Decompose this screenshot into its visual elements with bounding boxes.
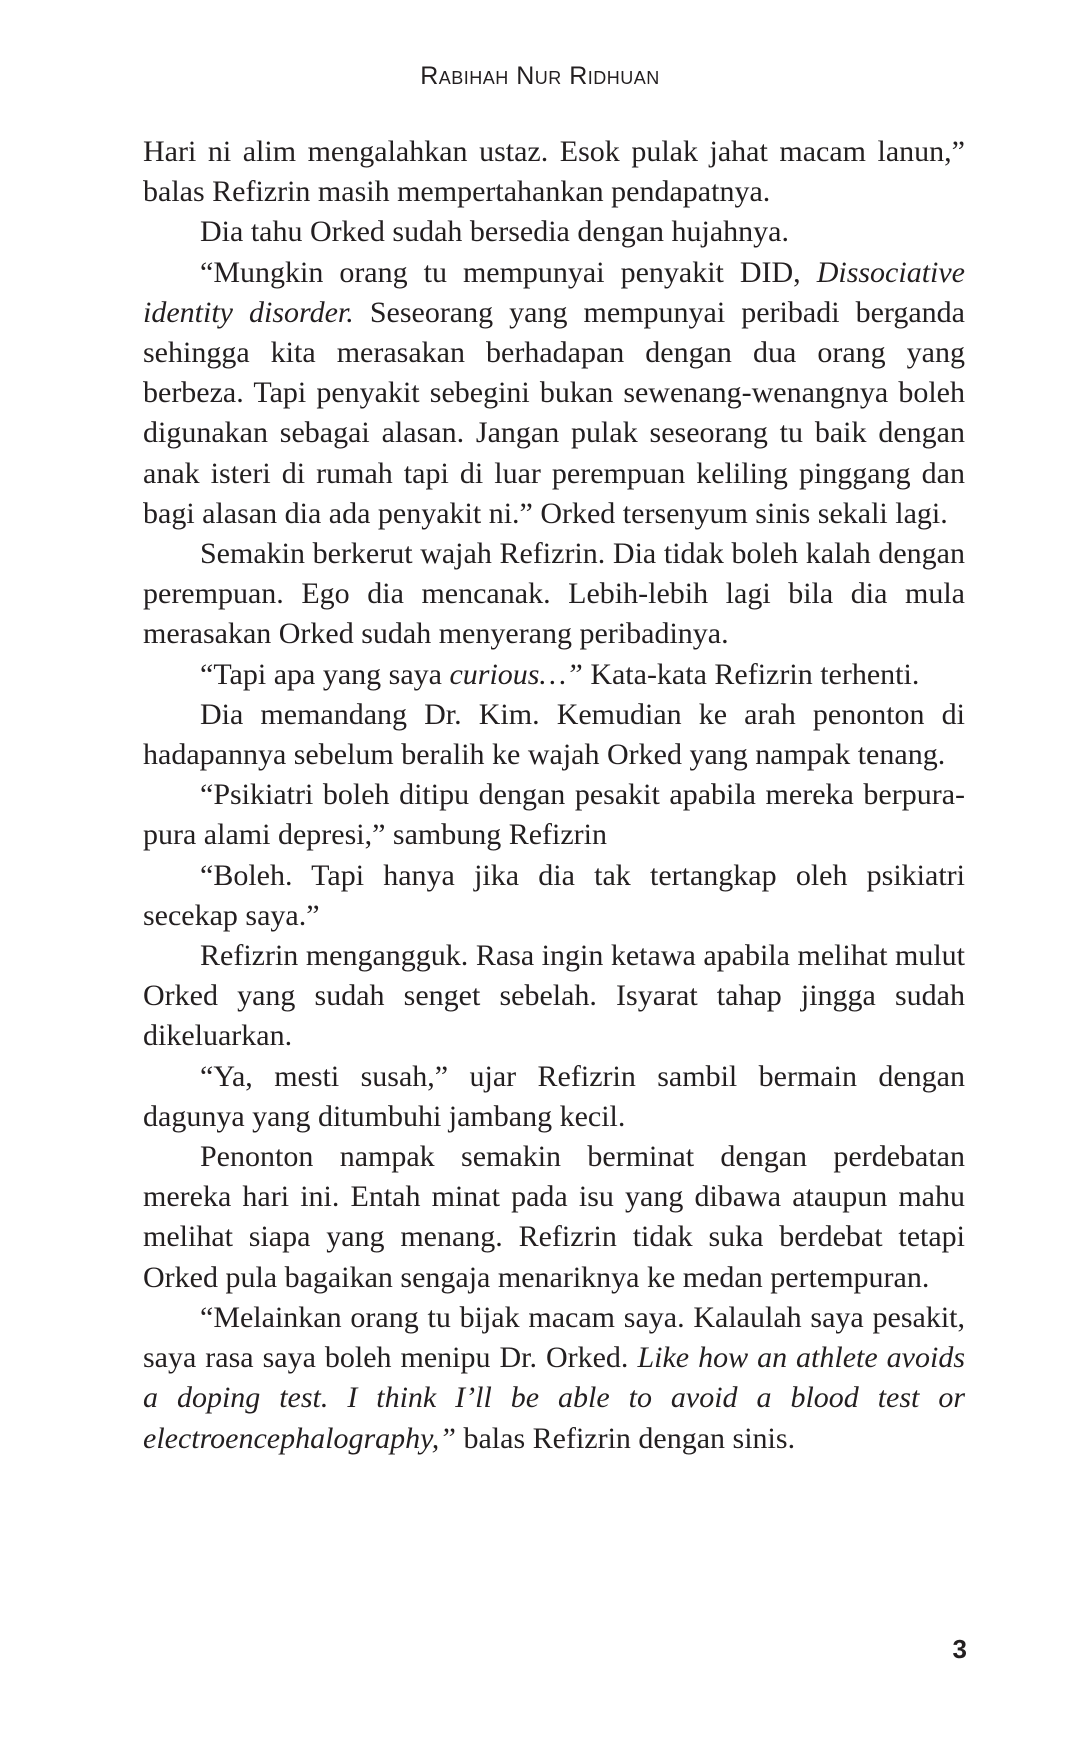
text-run: “Mungkin orang tu mempunyai penyakit DID,	[200, 255, 817, 289]
body-paragraph	[143, 936, 965, 1057]
text-run: balas Refizrin dengan sinis.	[455, 1421, 796, 1455]
body-paragraph	[143, 1057, 965, 1137]
text-run: “Tapi apa yang saya	[200, 657, 450, 691]
text-run: Dia tahu Orked sudah bersedia dengan hujahnya.	[200, 215, 789, 249]
body-paragraph	[143, 1298, 965, 1459]
italic-text-run: curious…”	[449, 657, 583, 691]
italic-text-run: Dissociative identity disorder.	[143, 255, 965, 329]
body-paragraph	[143, 695, 965, 775]
body-paragraph	[143, 775, 965, 855]
text-run: Hari ni alim mengalahkan ustaz. Esok pulak jahat macam lanun,” balas Refizrin masih mempertahankan pendapatnya.	[143, 135, 965, 209]
text-run: Seseorang yang mempunyai peribadi berganda sehingga kita merasakan berhadapan dengan dua orang yang berbeza. Tapi penyakit sebegini bukan sewenang-wenangnya boleh digunakan sebagai alasan. Jangan pulak seseorang tu baik dengan anak isteri di rumah tapi di luar perempuan keliling pinggang dan bagi alasan dia ada penyakit ni.” Orked tersenyum sinis sekali lagi.	[143, 295, 965, 530]
text-run: “Psikiatri boleh ditipu dengan pesakit apabila mereka berpura-pura alami depresi,” sambung Refizrin	[143, 778, 965, 852]
text-run: “Boleh. Tapi hanya jika dia tak tertangkap oleh psikiatri secekap saya.”	[143, 858, 965, 932]
text-run: Dia memandang Dr. Kim. Kemudian ke arah penonton di hadapannya sebelum beralih ke wajah Orked yang nampak tenang.	[143, 697, 965, 772]
body-paragraph	[143, 534, 965, 655]
body-paragraph	[143, 655, 965, 695]
body-text	[143, 132, 965, 1459]
text-run: Semakin berkerut wajah Refizrin. Dia tidak boleh kalah dengan perempuan. Ego dia mencanak. Lebih-lebih lagi bila dia mula merasakan Orked sudah menyerang peribadinya.	[143, 537, 965, 651]
text-run: “Ya, mesti susah,” ujar Refizrin sambil bermain dengan dagunya yang ditumbuhi jambang kecil.	[143, 1059, 965, 1133]
body-paragraph	[143, 212, 965, 252]
body-paragraph	[143, 1137, 965, 1298]
body-paragraph	[143, 856, 965, 936]
text-run: Refizrin mengangguk. Rasa ingin ketawa apabila melihat mulut Orked yang sudah senget sebelah. Isyarat tahap jingga sudah dikeluarkan.	[143, 939, 965, 1053]
text-run: “Melainkan orang tu bijak macam saya. Kalaulah saya pesakit, saya rasa saya boleh menipu Dr. Orked.	[143, 1300, 965, 1375]
text-run: Penonton nampak semakin berminat dengan perdebatan mereka hari ini. Entah minat pada isu yang dibawa ataupun mahu melihat siapa yang menang. Refizrin tidak suka berdebat tetapi Orked pula bagaikan sengaja menariknya ke medan pertempuran.	[143, 1140, 965, 1294]
running-head-author: Rabihah Nur Ridhuan	[420, 62, 660, 90]
body-paragraph	[143, 132, 965, 212]
page-number: 3	[952, 1634, 967, 1664]
body-paragraph	[143, 253, 965, 534]
text-run: Kata-kata Refizrin terhenti.	[582, 657, 920, 691]
italic-text-run: Like how an athlete avoids a doping test. I think I’ll be able to avoid a blood test or electroencephalography,”	[143, 1341, 966, 1455]
